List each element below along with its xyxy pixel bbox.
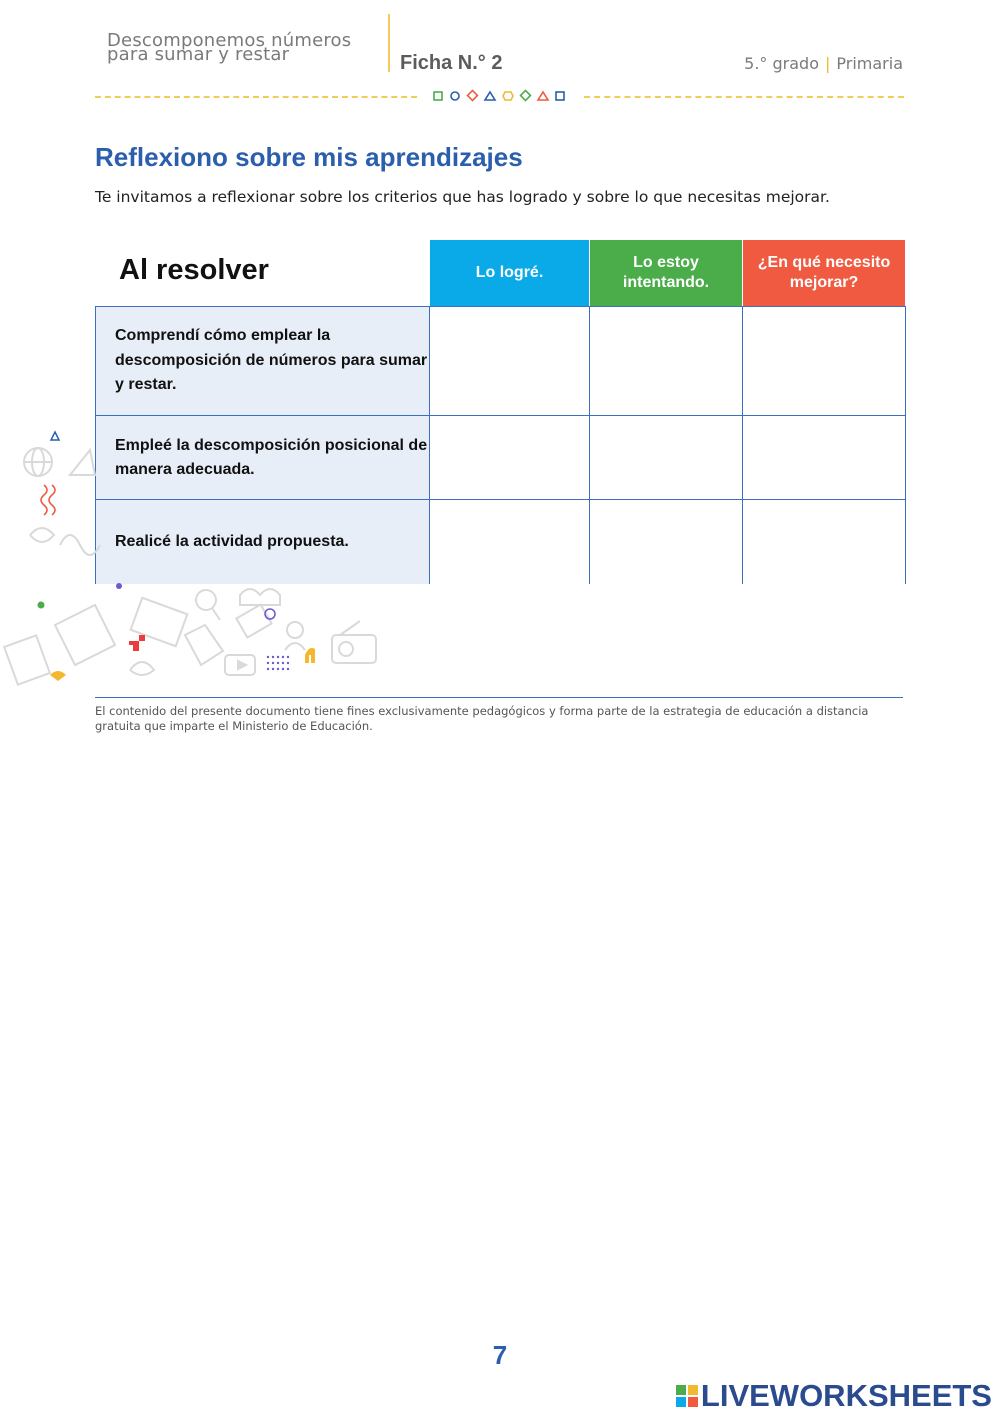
grade-separator: | <box>825 54 831 73</box>
criterion-text: Empleé la descomposición posicional de manera adecuada. <box>96 416 430 500</box>
cell-achieved[interactable] <box>430 416 590 500</box>
liveworksheets-brand: LIVEWORKSHEETS <box>700 1378 992 1413</box>
level-label: Primaria <box>836 54 903 73</box>
cell-achieved[interactable] <box>430 500 590 584</box>
column-header-improve: ¿En qué necesito mejorar? <box>743 240 905 306</box>
cell-trying[interactable] <box>590 307 743 415</box>
header-dash-right <box>584 96 904 98</box>
cell-trying[interactable] <box>590 500 743 584</box>
cell-improve[interactable] <box>743 416 905 500</box>
intro-text: Te invitamos a reflexionar sobre los criterios que has logrado y sobre lo que necesitas mejorar. <box>95 188 830 206</box>
cell-achieved[interactable] <box>430 307 590 415</box>
liveworksheets-logo-icon <box>675 1383 701 1409</box>
cell-improve[interactable] <box>743 500 905 584</box>
header-shapes-icon <box>432 89 568 103</box>
cell-improve[interactable] <box>743 307 905 415</box>
document-title: Descomponemos números para sumar y restar <box>107 30 352 65</box>
criterion-text: Comprendí cómo emplear la descomposición de números para sumar y restar. <box>96 307 430 415</box>
grade-level <box>744 54 903 73</box>
criterion-text: Realicé la actividad propuesta. <box>96 500 430 584</box>
table-row <box>96 307 905 415</box>
footer-divider <box>95 697 903 698</box>
page-number: 7 <box>492 1340 508 1370</box>
column-header-trying: Lo estoy intentando. <box>590 240 742 306</box>
section-title: Reflexiono sobre mis aprendizajes <box>95 142 523 172</box>
grade-label: 5.° grado <box>744 54 819 73</box>
cell-trying[interactable] <box>590 416 743 500</box>
liveworksheets-logo <box>675 1378 992 1414</box>
disclaimer-text: El contenido del presente documento tiene fines exclusivamente pedagógicos y forma parte de la estrategia de educación a distancia gratuita que imparte el Ministerio de Educación. <box>95 704 869 733</box>
header-dash-left <box>95 96 417 98</box>
ficha-number: Ficha N.° 2 <box>400 52 503 74</box>
table-label: Al resolver <box>119 254 269 286</box>
header-divider <box>388 14 390 72</box>
column-header-achieved: Lo logré. <box>430 240 589 306</box>
decorative-illustrations-icon <box>0 425 400 695</box>
